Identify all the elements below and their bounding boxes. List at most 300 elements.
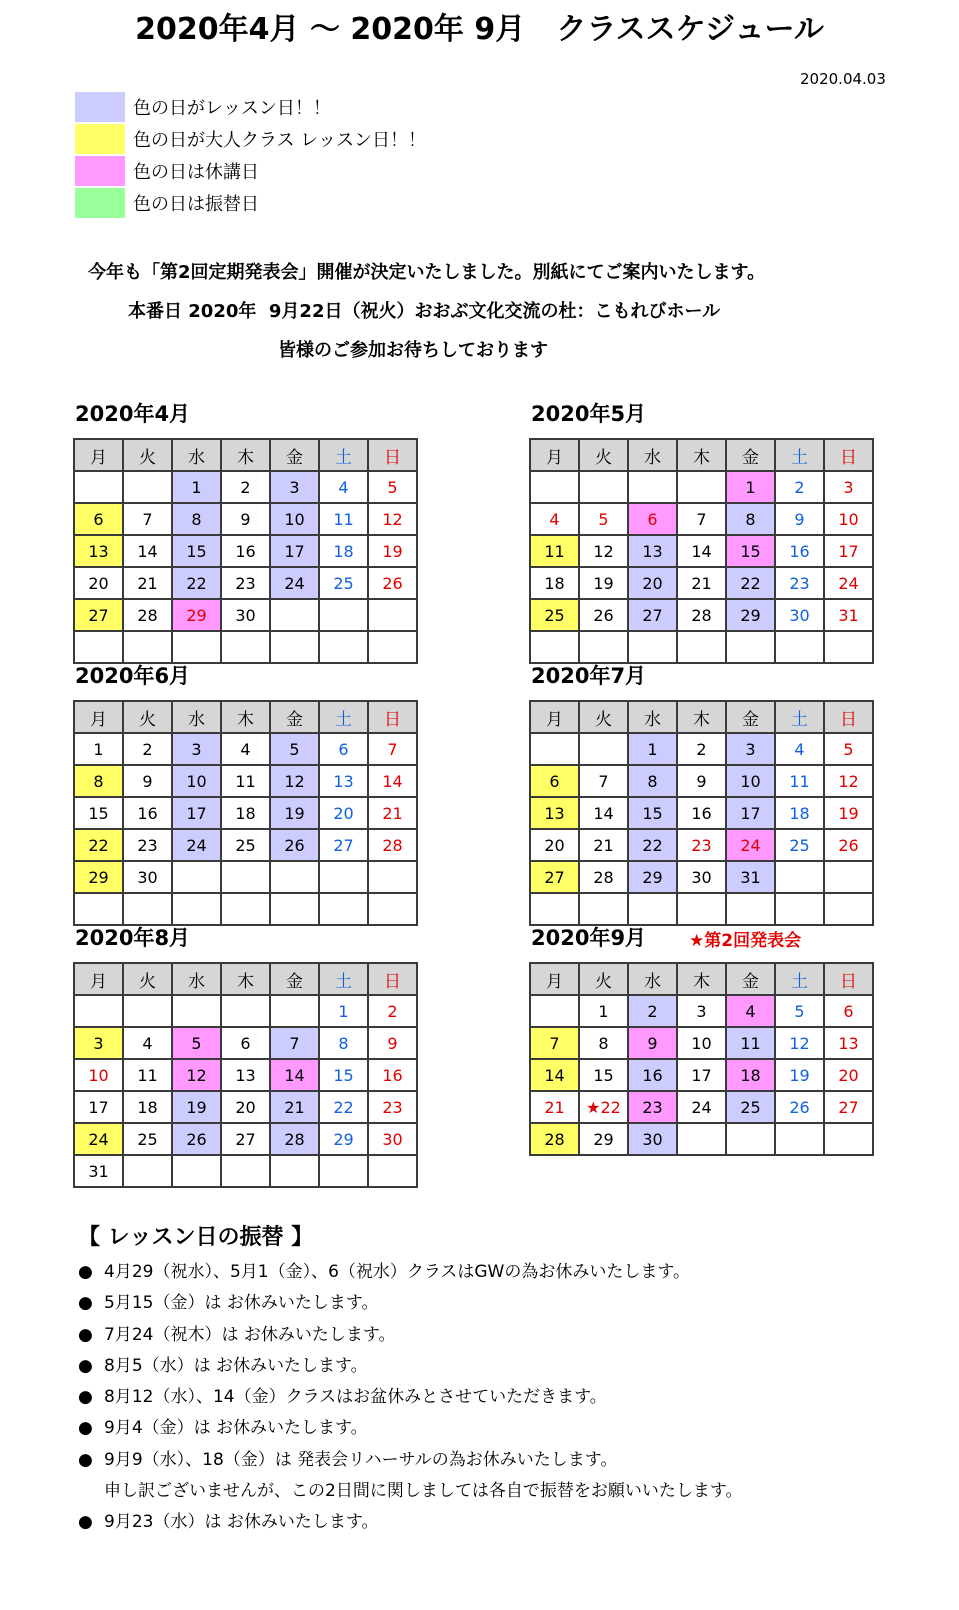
day-cell: 28 [530, 1123, 579, 1155]
day-cell: 23 [123, 829, 172, 861]
empty-day-cell [677, 893, 726, 925]
weekday-header: 月 [530, 963, 579, 995]
day-cell: 3 [677, 995, 726, 1027]
day-cell: 24 [677, 1091, 726, 1123]
day-cell: 12 [775, 1027, 824, 1059]
day-cell: 16 [677, 797, 726, 829]
weekday-header: 木 [677, 701, 726, 733]
day-cell: 11 [221, 765, 270, 797]
empty-day-cell [368, 893, 417, 925]
day-cell: 10 [74, 1059, 123, 1091]
weekday-header: 日 [368, 439, 417, 471]
weekday-header: 水 [628, 963, 677, 995]
legend-label: 色の日は休講日 [133, 162, 259, 183]
week-row [530, 861, 873, 893]
week-row [530, 829, 873, 861]
day-cell: 26 [368, 567, 417, 599]
day-cell: 4 [775, 733, 824, 765]
page-title: 2020年4月 〜 2020年 9月 クラススケジュール [135, 12, 824, 47]
week-row [530, 1059, 873, 1091]
week-row [74, 1155, 417, 1187]
empty-day-cell [677, 1123, 726, 1155]
day-cell: 4 [221, 733, 270, 765]
day-cell: 27 [221, 1123, 270, 1155]
calendar-title: 2020年6月 [75, 664, 191, 688]
legend-label: 色の日が大人クラス レッスン日！！ [133, 130, 426, 151]
weekday-header: 月 [530, 439, 579, 471]
day-cell: 19 [579, 567, 628, 599]
day-cell: 10 [824, 503, 873, 535]
empty-day-cell [172, 1155, 221, 1187]
week-row [74, 1091, 417, 1123]
day-cell: 21 [677, 567, 726, 599]
weekday-header: 日 [824, 701, 873, 733]
day-cell: 9 [368, 1027, 417, 1059]
empty-day-cell [368, 861, 417, 893]
day-cell: 26 [579, 599, 628, 631]
weekday-header: 木 [221, 439, 270, 471]
day-cell: 27 [824, 1091, 873, 1123]
weekday-header: 月 [74, 439, 123, 471]
day-cell: 8 [628, 765, 677, 797]
calendar-grid [529, 700, 874, 926]
weekday-header: 木 [677, 439, 726, 471]
weekday-header-row [530, 439, 873, 471]
day-cell: 2 [221, 471, 270, 503]
day-cell: 13 [221, 1059, 270, 1091]
day-cell: 25 [221, 829, 270, 861]
empty-day-cell [172, 861, 221, 893]
day-cell: 17 [824, 535, 873, 567]
day-cell: 13 [530, 797, 579, 829]
empty-day-cell [172, 995, 221, 1027]
day-cell: ★22 [579, 1091, 628, 1123]
day-cell: 20 [530, 829, 579, 861]
day-cell: 28 [579, 861, 628, 893]
calendar-title: 2020年9月 [531, 926, 647, 950]
day-cell: 24 [172, 829, 221, 861]
day-cell: 1 [319, 995, 368, 1027]
day-cell: 14 [530, 1059, 579, 1091]
weekday-header: 火 [123, 963, 172, 995]
weekday-header: 火 [579, 963, 628, 995]
empty-day-cell [530, 995, 579, 1027]
day-cell: 8 [172, 503, 221, 535]
day-cell: 14 [677, 535, 726, 567]
weekday-header: 火 [123, 701, 172, 733]
day-cell: 27 [74, 599, 123, 631]
day-cell: 15 [726, 535, 775, 567]
day-cell: 8 [579, 1027, 628, 1059]
day-cell: 29 [74, 861, 123, 893]
day-cell: 3 [74, 1027, 123, 1059]
empty-day-cell [775, 893, 824, 925]
empty-day-cell [270, 1155, 319, 1187]
empty-day-cell [319, 599, 368, 631]
note-item [78, 1507, 742, 1538]
note-text: 4月29（祝水）、5月1（金）、6（祝水）クラスはGWの為お休みいたします。 [104, 1262, 691, 1282]
empty-day-cell [123, 995, 172, 1027]
calendar-april [73, 402, 418, 664]
day-cell: 27 [530, 861, 579, 893]
week-row [74, 861, 417, 893]
issue-date: 2020.04.03 [800, 70, 886, 88]
day-cell: 24 [270, 567, 319, 599]
weekday-header: 水 [172, 963, 221, 995]
empty-day-cell [530, 733, 579, 765]
day-cell: 1 [726, 471, 775, 503]
day-cell: 6 [530, 765, 579, 797]
day-cell: 5 [270, 733, 319, 765]
day-cell: 4 [123, 1027, 172, 1059]
day-cell: 21 [530, 1091, 579, 1123]
note-item [78, 1351, 742, 1382]
note-item [78, 1320, 742, 1351]
week-row [530, 631, 873, 663]
empty-day-cell [824, 861, 873, 893]
day-cell: 14 [123, 535, 172, 567]
day-cell: 20 [74, 567, 123, 599]
bullet-icon: ● [78, 1293, 93, 1314]
note-item [78, 1476, 742, 1507]
day-cell: 23 [775, 567, 824, 599]
week-row [530, 1123, 873, 1155]
day-cell: 11 [123, 1059, 172, 1091]
day-cell: 30 [677, 861, 726, 893]
day-cell: 9 [123, 765, 172, 797]
substitution-notes [78, 1220, 742, 1539]
day-cell: 20 [221, 1091, 270, 1123]
empty-day-cell [775, 861, 824, 893]
empty-day-cell [270, 995, 319, 1027]
day-cell: 29 [628, 861, 677, 893]
note-item [78, 1413, 742, 1444]
empty-day-cell [172, 893, 221, 925]
day-cell: 4 [530, 503, 579, 535]
day-cell: 31 [824, 599, 873, 631]
day-cell: 25 [123, 1123, 172, 1155]
day-cell: 5 [824, 733, 873, 765]
calendar-june [73, 664, 418, 926]
week-row [530, 995, 873, 1027]
weekday-header: 土 [319, 701, 368, 733]
empty-day-cell [628, 471, 677, 503]
week-row [530, 503, 873, 535]
day-cell: 27 [319, 829, 368, 861]
week-row [530, 797, 873, 829]
day-cell: 25 [319, 567, 368, 599]
weekday-header: 土 [775, 439, 824, 471]
day-cell: 17 [74, 1091, 123, 1123]
week-row [74, 631, 417, 663]
day-cell: 11 [319, 503, 368, 535]
day-cell: 9 [628, 1027, 677, 1059]
day-cell: 10 [726, 765, 775, 797]
day-cell: 31 [74, 1155, 123, 1187]
day-cell: 8 [726, 503, 775, 535]
weekday-header: 月 [74, 963, 123, 995]
day-cell: 3 [726, 733, 775, 765]
day-cell: 2 [368, 995, 417, 1027]
day-cell: 1 [579, 995, 628, 1027]
day-cell: 30 [368, 1123, 417, 1155]
day-cell: 4 [726, 995, 775, 1027]
day-cell: 8 [74, 765, 123, 797]
week-row [74, 733, 417, 765]
empty-day-cell [368, 631, 417, 663]
day-cell: 3 [824, 471, 873, 503]
day-cell: 21 [579, 829, 628, 861]
day-cell: 29 [726, 599, 775, 631]
weekday-header-row [74, 701, 417, 733]
day-cell: 6 [221, 1027, 270, 1059]
weekday-header-row [74, 439, 417, 471]
empty-day-cell [775, 631, 824, 663]
legend-item-lesson [75, 91, 426, 123]
week-row [530, 1027, 873, 1059]
empty-day-cell [221, 861, 270, 893]
week-row [530, 1091, 873, 1123]
day-cell: 7 [579, 765, 628, 797]
day-cell: 16 [775, 535, 824, 567]
weekday-header: 月 [530, 701, 579, 733]
empty-day-cell [319, 861, 368, 893]
day-cell: 3 [270, 471, 319, 503]
weekday-header: 月 [74, 701, 123, 733]
day-cell: 10 [677, 1027, 726, 1059]
empty-day-cell [319, 631, 368, 663]
calendar-grid [529, 438, 874, 664]
day-cell: 7 [123, 503, 172, 535]
week-row [530, 567, 873, 599]
calendar-title: 2020年8月 [75, 926, 191, 950]
note-text: 9月23（水）は お休みいたします。 [104, 1512, 379, 1533]
day-cell: 22 [726, 567, 775, 599]
day-cell: 18 [319, 535, 368, 567]
weekday-header: 金 [270, 963, 319, 995]
calendar-july [529, 664, 874, 926]
weekday-header-row [530, 701, 873, 733]
day-cell: 5 [172, 1027, 221, 1059]
empty-day-cell [74, 471, 123, 503]
bullet-icon: ● [78, 1262, 93, 1282]
empty-day-cell [74, 995, 123, 1027]
notes-title: 【 レッスン日の振替 】 [78, 1225, 314, 1250]
note-item [78, 1382, 742, 1413]
note-text: 9月9（水）、18（金）は 発表会リハーサルの為お休みいたします。 [104, 1449, 618, 1470]
weekday-header: 火 [579, 439, 628, 471]
empty-day-cell [123, 893, 172, 925]
day-cell: 23 [677, 829, 726, 861]
day-cell: 12 [270, 765, 319, 797]
week-row [74, 471, 417, 503]
week-row [530, 765, 873, 797]
day-cell: 26 [270, 829, 319, 861]
day-cell: 9 [221, 503, 270, 535]
day-cell: 24 [824, 567, 873, 599]
day-cell: 22 [74, 829, 123, 861]
weekday-header: 金 [270, 439, 319, 471]
day-cell: 12 [579, 535, 628, 567]
day-cell: 30 [628, 1123, 677, 1155]
day-cell: 8 [319, 1027, 368, 1059]
day-cell: 17 [726, 797, 775, 829]
weekday-header: 土 [319, 439, 368, 471]
week-row [74, 1059, 417, 1091]
day-cell: 11 [775, 765, 824, 797]
day-cell: 14 [270, 1059, 319, 1091]
note-text: 5月15（金）は お休みいたします。 [104, 1293, 379, 1314]
day-cell: 15 [319, 1059, 368, 1091]
day-cell: 4 [319, 471, 368, 503]
empty-day-cell [368, 1155, 417, 1187]
day-cell: 7 [530, 1027, 579, 1059]
day-cell: 6 [74, 503, 123, 535]
day-cell: 9 [775, 503, 824, 535]
empty-day-cell [824, 1123, 873, 1155]
weekday-header: 金 [270, 701, 319, 733]
calendar-grid [73, 438, 418, 664]
empty-day-cell [270, 893, 319, 925]
week-row [74, 829, 417, 861]
note-text: 7月24（祝木）は お休みいたします。 [104, 1324, 396, 1345]
weekday-header: 木 [677, 963, 726, 995]
calendar-title: 2020年7月 [531, 664, 647, 688]
bullet-icon: ● [78, 1418, 93, 1439]
week-row [74, 797, 417, 829]
day-cell: 7 [270, 1027, 319, 1059]
day-cell: 29 [319, 1123, 368, 1155]
empty-day-cell [530, 631, 579, 663]
legend-swatch [75, 92, 125, 122]
day-cell: 18 [221, 797, 270, 829]
legend-item-off [75, 155, 426, 187]
day-cell: 13 [319, 765, 368, 797]
day-cell: 15 [172, 535, 221, 567]
note-text: 8月12（水）、14（金）クラスはお盆休みとさせていただきます。 [104, 1387, 607, 1408]
empty-day-cell [579, 893, 628, 925]
day-cell: 18 [726, 1059, 775, 1091]
legend-swatch [75, 124, 125, 154]
note-text: 申し訳ございませんが、この2日間に関しましては各自で振替をお願いいたします。 [104, 1481, 743, 1502]
empty-day-cell [530, 471, 579, 503]
day-cell: 14 [368, 765, 417, 797]
day-cell: 25 [530, 599, 579, 631]
day-cell: 1 [628, 733, 677, 765]
day-cell: 29 [172, 599, 221, 631]
note-text: 8月5（水）は お休みいたします。 [104, 1355, 368, 1376]
calendar-grid [529, 962, 874, 1156]
day-cell: 17 [172, 797, 221, 829]
week-row [74, 503, 417, 535]
day-cell: 28 [368, 829, 417, 861]
weekday-header: 土 [775, 963, 824, 995]
weekday-header: 金 [726, 439, 775, 471]
empty-day-cell [221, 995, 270, 1027]
weekday-header: 日 [368, 963, 417, 995]
day-cell: 5 [775, 995, 824, 1027]
week-row [530, 599, 873, 631]
day-cell: 28 [123, 599, 172, 631]
day-cell: 25 [775, 829, 824, 861]
day-cell: 5 [368, 471, 417, 503]
notes-list [78, 1257, 742, 1539]
day-cell: 15 [579, 1059, 628, 1091]
weekday-header: 水 [172, 439, 221, 471]
legend-swatch [75, 188, 125, 218]
day-cell: 29 [579, 1123, 628, 1155]
day-cell: 17 [677, 1059, 726, 1091]
weekday-header: 水 [172, 701, 221, 733]
week-row [74, 599, 417, 631]
day-cell: 19 [270, 797, 319, 829]
day-cell: 13 [628, 535, 677, 567]
week-row [74, 893, 417, 925]
day-cell: 6 [628, 503, 677, 535]
weekday-header: 土 [319, 963, 368, 995]
empty-day-cell [172, 631, 221, 663]
color-legend [75, 91, 426, 219]
day-cell: 3 [172, 733, 221, 765]
empty-day-cell [221, 893, 270, 925]
day-cell: 30 [221, 599, 270, 631]
day-cell: 5 [579, 503, 628, 535]
day-cell: 31 [726, 861, 775, 893]
note-item [78, 1445, 742, 1476]
day-cell: 21 [368, 797, 417, 829]
weekday-header: 日 [824, 439, 873, 471]
day-cell: 1 [74, 733, 123, 765]
empty-day-cell [579, 631, 628, 663]
empty-day-cell [677, 631, 726, 663]
weekday-header: 水 [628, 701, 677, 733]
day-cell: 21 [123, 567, 172, 599]
day-cell: 22 [172, 567, 221, 599]
week-row [530, 893, 873, 925]
week-row [74, 1027, 417, 1059]
bullet-icon: ● [78, 1387, 93, 1408]
bullet-icon: ● [78, 1324, 93, 1345]
empty-day-cell [123, 631, 172, 663]
weekday-header: 金 [726, 963, 775, 995]
weekday-header: 火 [579, 701, 628, 733]
day-cell: 23 [368, 1091, 417, 1123]
empty-day-cell [270, 861, 319, 893]
day-cell: 7 [677, 503, 726, 535]
day-cell: 24 [726, 829, 775, 861]
calendar-title: 2020年5月 [531, 402, 647, 426]
empty-day-cell [74, 893, 123, 925]
weekday-header: 火 [123, 439, 172, 471]
day-cell: 24 [74, 1123, 123, 1155]
empty-day-cell [579, 471, 628, 503]
empty-day-cell [726, 893, 775, 925]
week-row [74, 535, 417, 567]
legend-label: 色の日は振替日 [133, 194, 259, 215]
empty-day-cell [270, 631, 319, 663]
legend-item-substitute [75, 187, 426, 219]
week-row [74, 765, 417, 797]
day-cell: 11 [530, 535, 579, 567]
day-cell: 15 [74, 797, 123, 829]
day-cell: 18 [530, 567, 579, 599]
day-cell: 23 [221, 567, 270, 599]
day-cell: 19 [775, 1059, 824, 1091]
notice-line-1: 今年も「第2回定期発表会」開催が決定いたしました。別紙にてご案内いたします。 [88, 262, 766, 283]
week-row [74, 995, 417, 1027]
day-cell: 20 [319, 797, 368, 829]
bullet-icon: ● [78, 1512, 93, 1533]
